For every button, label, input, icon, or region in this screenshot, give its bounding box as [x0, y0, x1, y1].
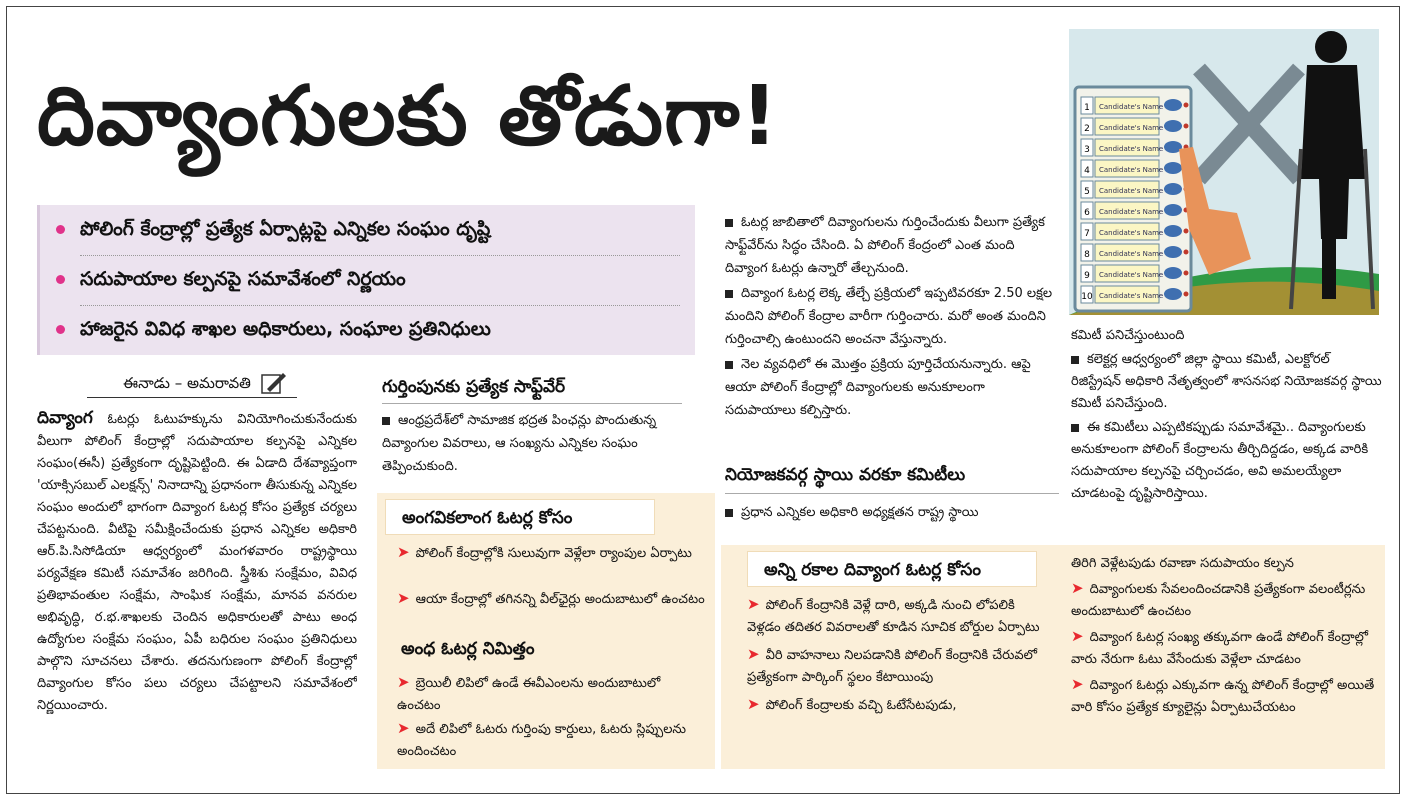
bullet-dot-icon	[56, 225, 65, 234]
evm-number: 3	[1084, 145, 1090, 155]
evm-candidate-label: Candidate's Name	[1099, 166, 1164, 174]
evm-number: 10	[1081, 292, 1093, 302]
evm-candidate-label: Candidate's Name	[1099, 229, 1164, 237]
evm-number: 2	[1084, 124, 1090, 134]
list-item	[1071, 577, 1377, 623]
list-item	[725, 282, 1059, 351]
dropcap: దివ్యాంగ	[37, 408, 93, 428]
subheading-software: గుర్తింపునకు ప్రత్యేక సాఫ్ట్‌వేర్	[382, 377, 566, 397]
evm-led	[1184, 103, 1189, 108]
list-item	[1071, 417, 1383, 505]
highlights-box	[37, 205, 695, 355]
evm-illustration	[1069, 29, 1379, 315]
evm-led	[1184, 229, 1189, 234]
item-text: ఓటర్ల జాబితాలో దివ్యాంగులను గుర్తించేందుకు వీలుగా ప్రత్యేక సాఫ్ట్‌వేర్‌ను సిద్ధం చేసింది. ఏ పోలింగ్ కేంద్రంలో ఎంత మంది దివ్యాంగ ఓటర్లు ఉన్నారో తేల్చనుంది.	[725, 215, 1045, 276]
item-text: పోలింగ్ కేంద్రాలకు వచ్చి ఓటేసేటపుడు,	[765, 698, 957, 713]
highlight-item	[40, 255, 698, 305]
list-item	[397, 587, 705, 631]
arrow-bullet-icon: ➤	[397, 543, 410, 561]
evm-candidate-label: Candidate's Name	[1099, 124, 1164, 132]
box-title-all-disabled: అన్ని రకాల దివ్యాంగ ఓటర్ల కోసం	[747, 551, 1037, 587]
body-text: ఓటర్లు ఓటుహక్కును వినియోగించుకునేందుకు వీలుగా పోలింగ్ కేంద్రాల్లో సదుపాయాల కల్పనపై ఎన్నికల సంఘం(ఈసీ) ప్రత్యేకంగా దృష్టిపెట్టింది. ఈ ఏడాది దేశవ్యాప్తంగా 'యాక్సిసబుల్ ఎలక్షన్స్' నినాదాన్ని ప్రధానంగా తీసుకున్న ఎన్నికల సంఘం అందులో భాగంగా దివ్యాంగ ఓటర్ల కోసం ప్రత్యేక చర్యలు చేపట్టనుంది. వీటిపై సమీక్షించేందుకు ప్రధాన ఎన్నికల అధికారి ఆర్.పి.సిసోడియా ఆధ్వర్యంలో మంగళవారం రాష్ట్రస్థాయి పర్యవేక్షణ కమిటీ సమావేశం జరిగింది. స్త్రీశిశు సంక్షేమం, వివిధ ప్రతిభావంతుల సంక్షేమ, సాంఘిక సంక్షేమ, మానవ వనరుల అభివృద్ధి, ర.భ.శాఖలకు చెందిన అధికారులతో పాటు అంధ ఉద్యోగుల సంక్షేమ సంఘం, ఏపీ బధిరుల సంఘం ప్రతినిధులు పాల్గొని సూచనలు చేశారు. తదనుగుణంగా పోలింగ్ కేంద్రాల్లో దివ్యాంగుల కోసం పలు చర్యలు చేపట్టాలని సమావేశంలో నిర్ణయించారు.	[37, 412, 357, 713]
evm-led	[1184, 124, 1189, 129]
newspaper-page	[6, 6, 1400, 794]
evm-led	[1184, 271, 1189, 276]
byline: ఈనాడు – అమరావతి	[123, 374, 251, 392]
list-item	[1071, 349, 1383, 415]
square-bullet-icon	[725, 219, 733, 227]
evm-illustration-svg	[1069, 29, 1379, 315]
evm-vote-button	[1164, 288, 1182, 300]
item-text: నెల వ్యవధిలో ఈ మొత్తం ప్రక్రియ పూర్తిచేయనున్నారు. ఆపై ఆయా పోలింగ్ కేంద్రాల్లో దివ్యాంగులకు అనుకూలంగా సదుపాయాలు కల్పిస్తారు.	[725, 357, 1031, 418]
box-title-blind: అంధ ఓటర్ల నిమిత్తం	[385, 631, 655, 667]
evm-machine	[1075, 87, 1191, 311]
bullet-dot-icon	[56, 325, 65, 334]
evm-vote-button	[1164, 225, 1182, 237]
evm-number: 1	[1084, 103, 1090, 113]
item-text: వీరి వాహనాలు నిలపడానికి పోలింగ్ కేంద్రానికి చేరువలో ప్రత్యేకంగా పార్కింగ్ స్థలం కేటాయింపు	[747, 648, 1037, 685]
evm-candidate-label: Candidate's Name	[1099, 145, 1164, 153]
arrow-bullet-icon: ➤	[747, 695, 760, 713]
item-text: పోలింగ్ కేంద్రాల్లోకి సులువుగా వెళ్లేలా ర్యాంపుల ఏర్పాటు	[415, 546, 692, 561]
evm-vote-button	[1164, 120, 1182, 132]
evm-vote-button	[1164, 267, 1182, 279]
list-item	[747, 593, 1043, 639]
evm-led	[1184, 292, 1189, 297]
article-body-col3	[725, 211, 1059, 461]
item-text: దివ్యాంగులకు సేవలందించడానికి ప్రత్యేకంగా వలంటీర్లను అందుబాటులో ఉంచటం	[1071, 582, 1366, 619]
evm-number: 7	[1084, 229, 1090, 239]
list-item	[397, 717, 705, 761]
article-body-col4	[1071, 325, 1383, 537]
all-disabled-box	[721, 545, 1385, 769]
square-bullet-icon	[725, 290, 733, 298]
evm-candidate-label: Candidate's Name	[1099, 208, 1164, 216]
continued-text: కమిటీ పనిచేస్తుంటుంది	[1071, 328, 1185, 343]
arrow-bullet-icon: ➤	[397, 719, 410, 737]
headline: దివ్యాంగులకు తోడుగా!	[37, 69, 779, 164]
item-text: కలెక్టర్ల ఆధ్వర్యంలో జిల్లా స్థాయి కమిటీ, ఎలక్టోరల్ రిజిస్ట్రేషన్ అధికారి నేతృత్వంలో శాసనసభ నియోజకవర్గ స్థాయి కమిటీ పనిచేస్తుంది.	[1071, 352, 1382, 411]
continued-text: తిరిగి వెళ్లేటపుడు రవాణా సదుపాయం కల్పన	[1071, 556, 1294, 571]
evm-candidate-label: Candidate's Name	[1099, 187, 1164, 195]
item-text: దివ్యాంగ ఓటర్లు ఎక్కువగా ఉన్న పోలింగ్ కేంద్రాల్లో అయితే వారి కోసం ప్రత్యేక క్యూలైన్లు ఏర్పాటుచేయటం	[1071, 678, 1375, 715]
subheading-rule	[382, 403, 682, 404]
square-bullet-icon	[1071, 424, 1079, 432]
square-bullet-icon	[382, 417, 390, 425]
evm-candidate-label: Candidate's Name	[1099, 250, 1164, 258]
box-right-column	[1071, 553, 1377, 765]
arrow-bullet-icon: ➤	[1071, 579, 1084, 597]
evm-candidate-label: Candidate's Name	[1099, 292, 1164, 300]
item-text: దివ్యాంగ ఓటర్ల సంఖ్య తక్కువగా ఉండే పోలింగ్ కేంద్రాల్లో వారు నేరుగా ఓటు వేసేందుకు వెళ్లేలా చూడటం	[1071, 630, 1368, 667]
highlight-text: పోలింగ్ కేంద్రాల్లో ప్రత్యేక ఏర్పాట్లపై ఎన్నికల సంఘం దృష్టి	[80, 218, 491, 240]
item-text: ప్రధాన ఎన్నికల అధికారి అధ్యక్షతన రాష్ట్ర స్థాయి	[741, 505, 979, 520]
byline-rule	[87, 397, 297, 398]
evm-vote-button	[1164, 204, 1182, 216]
item-text: ఆయా కేంద్రాల్లో తగినన్ని వీల్‌ఛైర్లు అందుబాటులో ఉంచటం	[415, 592, 705, 607]
item-text: దివ్యాంగ ఓటర్ల లెక్క తేల్చే ప్రక్రియలో ఇప్పటివరకూ 2.50 లక్షల మందిని పోలింగ్ కేంద్రాల వారీగా గుర్తించారు. మరో అంత మందిని గుర్తించాల్సి ఉంటుందని అంచనా వేస్తున్నారు.	[725, 286, 1053, 347]
highlight-item	[40, 305, 698, 355]
subheading-rule	[725, 493, 1059, 494]
list-item	[1071, 625, 1377, 671]
evm-vote-button	[1164, 183, 1182, 195]
list-item	[1071, 673, 1377, 719]
list-item	[747, 693, 1043, 717]
box-left-column	[747, 593, 1043, 763]
highlight-text: హాజరైన వివిధ శాఖల అధికారులు, సంఘాల ప్రతినిధులు	[80, 318, 491, 340]
square-bullet-icon	[1071, 356, 1079, 364]
list-item	[725, 501, 1059, 527]
pen-icon	[261, 371, 287, 395]
evm-number: 4	[1084, 166, 1090, 176]
item-text: ఈ కమిటీలు ఎప్పటికప్పుడు సమావేశమై.. దివ్యాంగులకు అనుకూలంగా పోలింగ్ కేంద్రాలను తీర్చిదిద్దడం, అక్కడ వారికి సదుపాయాల కల్పనపై చర్చించడం, అవి అమలయ్యేలా చూడటంపై దృష్టిసారిస్తాయి.	[1071, 420, 1369, 501]
bullet-dot-icon	[56, 275, 65, 284]
paragraph-text: ఆంధ్రప్రదేశ్‌లో సామాజిక భద్రత పింఛన్లు పొందుతున్న దివ్యాంగుల వివరాలు, ఆ సంఖ్యను ఎన్నికల సంఘం తెప్పించుకుంది.	[382, 413, 657, 474]
evm-number: 8	[1084, 250, 1090, 260]
evm-candidate-label: Candidate's Name	[1099, 103, 1164, 111]
evm-vote-button	[1164, 246, 1182, 258]
list-item	[725, 353, 1059, 422]
arrow-bullet-icon: ➤	[1071, 675, 1084, 693]
highlight-text: సదుపాయాల కల్పనపై సమావేశంలో నిర్ణయం	[80, 268, 406, 290]
arrow-bullet-icon: ➤	[1071, 627, 1084, 645]
item-text: పోలింగ్ కేంద్రానికి వెళ్లే దారి, అక్కడి నుంచి లోపలికి వెళ్లడం తదితర వివరాలతో కూడిన సూచిక బోర్డుల ఏర్పాటు	[747, 598, 1040, 635]
square-bullet-icon	[725, 509, 733, 517]
arrow-bullet-icon: ➤	[747, 645, 760, 663]
evm-vote-button	[1164, 99, 1182, 111]
box-title-physically-disabled: అంగవికలాంగ ఓటర్ల కోసం	[385, 499, 655, 535]
list-item	[397, 541, 705, 585]
evm-number: 9	[1084, 271, 1090, 281]
arrow-bullet-icon: ➤	[397, 673, 410, 691]
item-text: బ్రెయిలీ లిపిలో ఉండే ఈవీఎంలను అందుబాటులో ఉంచటం	[397, 676, 661, 713]
evm-candidate-label: Candidate's Name	[1099, 271, 1164, 279]
article-body-col1	[37, 407, 357, 777]
arrow-bullet-icon: ➤	[397, 589, 410, 607]
evm-number: 5	[1084, 187, 1090, 197]
software-paragraph	[382, 409, 712, 485]
list-item	[725, 211, 1059, 280]
arrow-bullet-icon: ➤	[747, 595, 760, 613]
list-item	[397, 671, 705, 715]
list-item	[747, 643, 1043, 689]
subheading-committees: నియోజకవర్గ స్థాయి వరకూ కమిటీలు	[725, 465, 966, 485]
evm-number: 6	[1084, 208, 1090, 218]
highlight-item	[40, 205, 698, 255]
item-text: అదే లిపిలో ఓటరు గుర్తింపు కార్డులు, ఓటరు స్లిప్పులను అందించటం	[397, 722, 687, 759]
square-bullet-icon	[725, 361, 733, 369]
facilities-box	[377, 493, 715, 769]
evm-vote-button	[1164, 162, 1182, 174]
evm-led	[1184, 250, 1189, 255]
